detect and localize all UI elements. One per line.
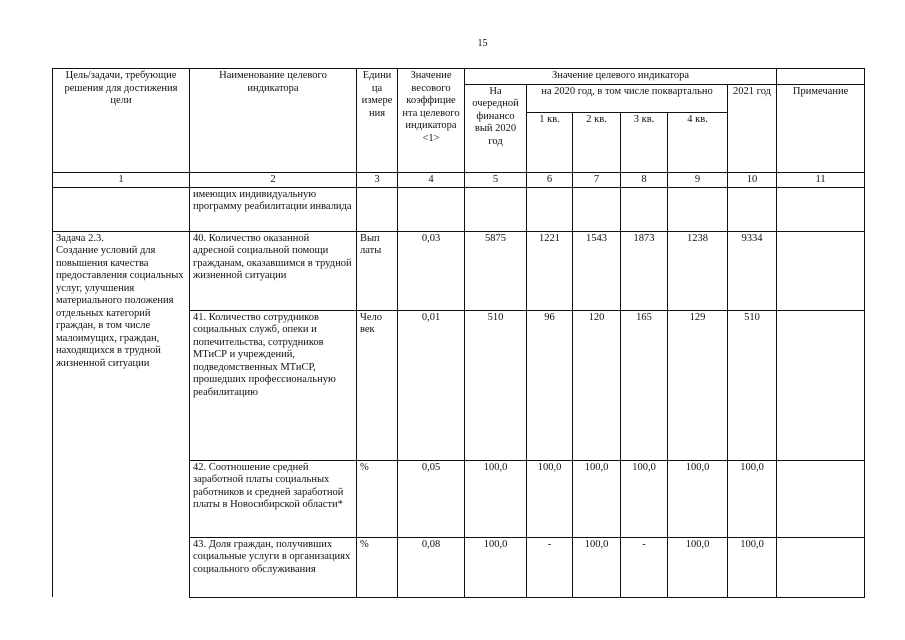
value-q4: 129 <box>668 310 728 460</box>
value-q2: 1543 <box>573 231 621 310</box>
indicator-weight: 0,01 <box>398 310 465 460</box>
column-number: 9 <box>668 172 728 187</box>
value-q3: 1873 <box>621 231 668 310</box>
indicator-unit: % <box>357 537 398 597</box>
indicator-name: 42. Соотношение средней заработной платы социальных работников и средней заработной платы в Новосибирской области* <box>190 460 357 537</box>
value-plan-2020: 510 <box>465 310 527 460</box>
value-q1: 96 <box>527 310 573 460</box>
column-numbers-row <box>53 172 865 187</box>
column-number: 2 <box>190 172 357 187</box>
column-number: 11 <box>777 172 865 187</box>
header-unit: Едини ца измере ния <box>357 69 398 173</box>
column-number: 8 <box>621 172 668 187</box>
goal-cell-empty <box>53 187 190 231</box>
indicator-table <box>52 68 865 598</box>
header-weight: Значение весового коэффицие нта целевого индикатора <1> <box>398 69 465 173</box>
value-q1: 100,0 <box>527 460 573 537</box>
task-text: Создание условий для повышения качества предоставления социальных услуг, улучшения материального положения отдельных категорий граждан, в том числе малоимущих, граждан, находящихся в трудной жизненной ситуации <box>56 245 184 369</box>
column-number: 7 <box>573 172 621 187</box>
note-cell <box>777 231 865 310</box>
value-2021: 510 <box>728 310 777 460</box>
column-number: 1 <box>53 172 190 187</box>
column-number: 3 <box>357 172 398 187</box>
indicator-name: 41. Количество сотрудников социальных служб, опеки и попечительства, сотрудников МТиСР и учреждений, подведомственных МТиСР, прошедших профессиональную реабилитацию <box>190 310 357 460</box>
note-cell <box>777 460 865 537</box>
value-2021: 100,0 <box>728 460 777 537</box>
column-number: 10 <box>728 172 777 187</box>
indicator-weight: 0,08 <box>398 537 465 597</box>
header-plan-2020: На очередной финансо вый 2020 год <box>465 84 527 172</box>
value-q4: 100,0 <box>668 460 728 537</box>
value-q2: 100,0 <box>573 537 621 597</box>
note-cell <box>777 310 865 460</box>
task-label: Задача 2.3. <box>56 232 104 244</box>
table-row-continuation <box>53 187 865 231</box>
value-q3: 100,0 <box>621 460 668 537</box>
indicator-name: имеющих индивидуальную программу реабилитации инвалида <box>190 187 357 231</box>
header-target-value: Значение целевого индикатора <box>465 69 777 85</box>
value-plan-2020: 100,0 <box>465 537 527 597</box>
value-q1: 1221 <box>527 231 573 310</box>
value-2021: 9334 <box>728 231 777 310</box>
value-q3: - <box>621 537 668 597</box>
value-q4: 100,0 <box>668 537 728 597</box>
header-blank <box>777 69 865 85</box>
column-number: 6 <box>527 172 573 187</box>
note-cell <box>777 537 865 597</box>
header-indicator-name: Наименование целевого индикатора <box>190 69 357 173</box>
value-plan-2020: 100,0 <box>465 460 527 537</box>
value-q2: 120 <box>573 310 621 460</box>
indicator-weight: 0,03 <box>398 231 465 310</box>
value-q3: 165 <box>621 310 668 460</box>
header-row-1 <box>53 69 865 85</box>
value-q1: - <box>527 537 573 597</box>
indicator-weight: 0,05 <box>398 460 465 537</box>
header-q2: 2 кв. <box>573 112 621 172</box>
header-q3: 3 кв. <box>621 112 668 172</box>
header-note: Примечание <box>777 84 865 172</box>
header-q1: 1 кв. <box>527 112 573 172</box>
indicator-unit: % <box>357 460 398 537</box>
value-plan-2020: 5875 <box>465 231 527 310</box>
header-q4: 4 кв. <box>668 112 728 172</box>
column-number: 5 <box>465 172 527 187</box>
header-goal: Цель/задачи, требующие решения для достижения цели <box>53 69 190 173</box>
header-2021: 2021 год <box>728 84 777 172</box>
column-number: 4 <box>398 172 465 187</box>
value-2021: 100,0 <box>728 537 777 597</box>
value-q2: 100,0 <box>573 460 621 537</box>
page-number: 15 <box>477 38 488 49</box>
indicator-unit: Чело век <box>357 310 398 460</box>
table-row <box>53 231 865 310</box>
indicator-name: 43. Доля граждан, получивших социальные услуги в организациях социального обслуживания <box>190 537 357 597</box>
task-cell <box>53 231 190 597</box>
value-q4: 1238 <box>668 231 728 310</box>
header-quarterly: на 2020 год, в том числе поквартально <box>527 84 728 112</box>
indicator-name: 40. Количество оказанной адресной социальной помощи гражданам, оказавшимся в трудной жизненной ситуации <box>190 231 357 310</box>
indicator-unit: Вып латы <box>357 231 398 310</box>
